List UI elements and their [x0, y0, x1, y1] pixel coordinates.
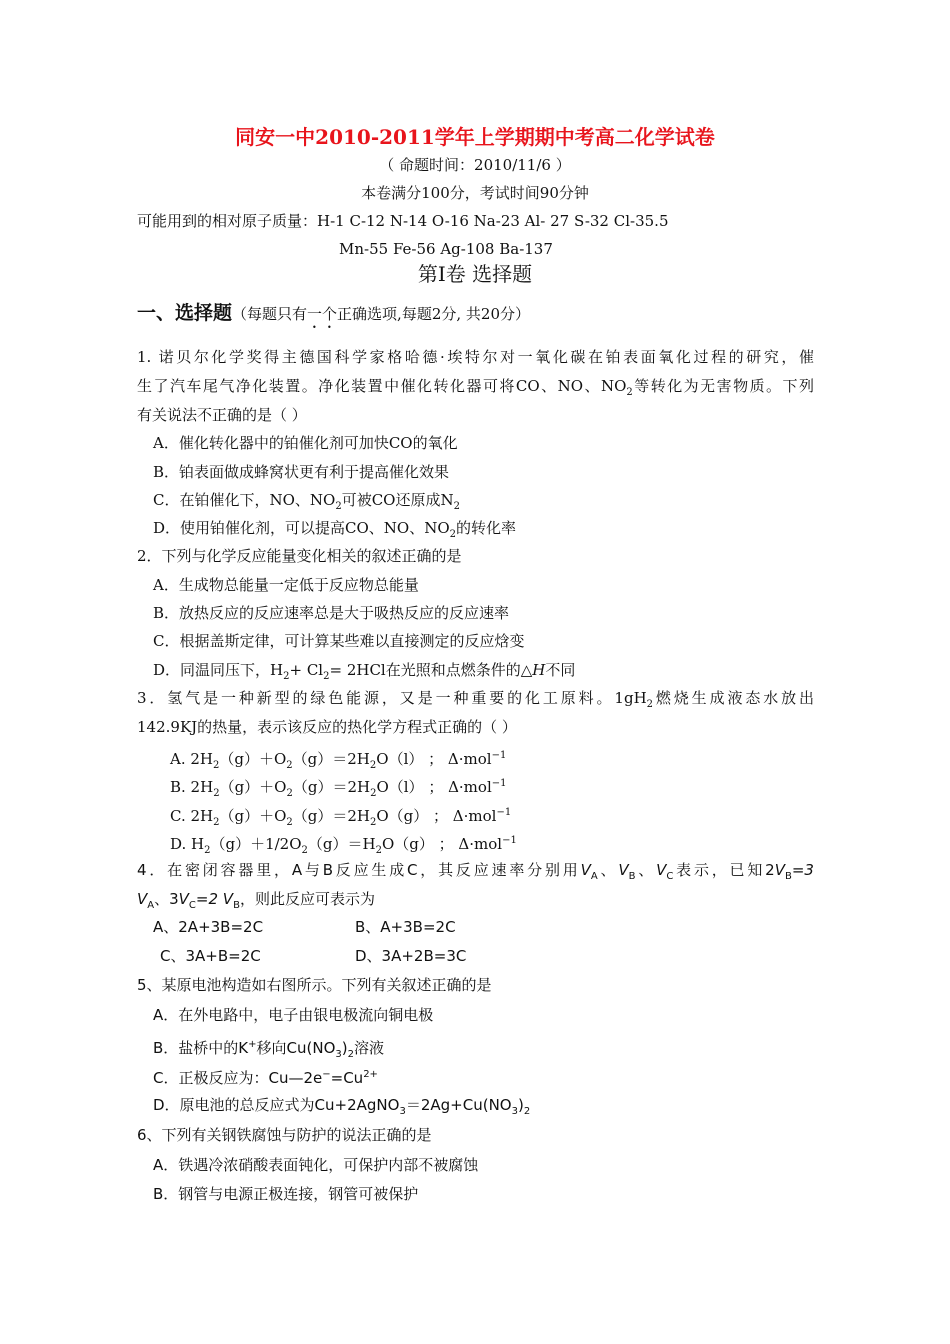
q1-option-d-sub: 2: [449, 529, 457, 540]
q5-b-pre: B．盐桥中的K: [153, 1039, 249, 1057]
q3-b-pre: B. 2H: [170, 778, 214, 796]
q4-vb-sub: B: [628, 871, 636, 882]
q5-b-mid: 移向Cu(NO: [256, 1039, 336, 1057]
q3-d-pre: D. H: [170, 835, 205, 853]
q4-va-v: V: [580, 861, 591, 879]
q1-line-2-pre: 生了汽车尾气净化装置。净化装置中催化转化器可将CO、NO、NO: [137, 377, 627, 395]
q3-a-m3: O（l） ； Δ·mol: [376, 750, 492, 768]
q1-option-c: [153, 490, 460, 517]
q5-c-sup2: 2+: [363, 1069, 378, 1080]
q1-option-d-pre: D．使用铂催化剂，可以提高CO、NO、NO: [153, 519, 450, 537]
q3-c-s3: 2: [370, 817, 377, 828]
q3-a-s3: 2: [369, 760, 377, 771]
q5-d-sub: 3: [399, 1106, 406, 1117]
atomic-mass-line-2: Mn-55 Fe-56 Ag-108 Ba-137: [339, 240, 553, 258]
q4-vb-v: V: [618, 861, 629, 879]
q5-b-sup: +: [248, 1039, 257, 1050]
q5-d-sub2: 3: [511, 1106, 518, 1117]
q5-option-b: [153, 1035, 384, 1065]
q4-sep-1: 、: [597, 861, 619, 879]
q1-option-d: [153, 518, 516, 545]
q1-line-1: 1. 诺贝尔化学奖得主德国科学家格哈德·埃特尔对一氧化碳在铂表面氧化过程的研究，催: [137, 348, 814, 366]
q4-va2-sub: A: [147, 900, 155, 911]
q5-b-post: 溶液: [354, 1039, 385, 1057]
q4-vb3-sub: B: [233, 900, 240, 911]
q3-d-m2: （g）＝H: [307, 835, 376, 853]
q3-c-m1: （g）＋O: [219, 807, 287, 825]
q3-c-m3: O（g） ； Δ·mol: [376, 807, 497, 825]
q3-a-pre: A. 2H: [170, 750, 213, 768]
q4-vc-sub: C: [666, 871, 674, 882]
q3-d-s1: 2: [204, 845, 211, 856]
q3-b-s1: 2: [213, 788, 220, 799]
q1-line-3: 有关说法不正确的是（ ）: [137, 406, 307, 424]
q5-option-c: [153, 1065, 378, 1088]
q1-option-c-mid: 可被CO还原成N: [341, 491, 454, 509]
q3-d-m1: （g）＋1/2O: [210, 835, 302, 853]
volume-title: 第Ⅰ卷 选择题: [417, 262, 533, 286]
section-note-pre: （每题只有: [232, 305, 308, 323]
q3-d-s3: 2: [375, 845, 382, 856]
q5-b-sub: 3: [335, 1049, 342, 1060]
q5-b-mid2: ): [341, 1039, 348, 1057]
section-note-emphasis: 一个: [307, 305, 338, 323]
q1-option-c-sub: 2: [335, 501, 342, 512]
q4-line-1-pre: 4．在密闭容器里，A与B反应生成C，其反应速率分别用: [137, 861, 581, 879]
q6-option-a: A．铁遇冷浓硝酸表面钝化，可保护内部不被腐蚀: [153, 1156, 479, 1174]
q4-vc-v: V: [656, 861, 667, 879]
q4-vc2-v: V: [178, 890, 189, 908]
q5-d-mid: ＝2Ag+Cu(NO: [405, 1096, 512, 1114]
q3-d-m3: O（g） ； Δ·mol: [381, 835, 503, 853]
q1-line-2-post: 等转化为无害物质。下列: [632, 377, 814, 395]
q3-option-c: [170, 803, 511, 833]
q5-c-mid: =Cu: [330, 1069, 364, 1087]
q3-b-m1: （g）＋O: [219, 778, 287, 796]
q3-c-m2: （g）＝2H: [292, 807, 370, 825]
q3-line-1-sub: 2: [646, 699, 654, 710]
q3-c-pre: C. 2H: [170, 807, 214, 825]
q3-d-sup: −1: [502, 835, 517, 846]
q3-a-s2: 2: [286, 760, 293, 771]
q3-d-s2: 2: [301, 845, 308, 856]
q2-option-d-italic: H: [532, 661, 546, 679]
q4-option-a: A、2A+3B=2C: [153, 918, 264, 936]
atomic-mass-line-1: 可能用到的相对原子质量：H-1 C-12 N-14 O-16 Na-23 Al- 27 S-32 Cl-35.5: [137, 212, 669, 230]
q3-line-1: [137, 688, 814, 715]
q3-option-d: [170, 831, 517, 861]
q1-line-2: [137, 376, 814, 403]
section-heading: [137, 303, 530, 332]
q3-b-m3: O（l） ； Δ·mol: [376, 778, 492, 796]
q4-line-2-pre: 、3: [154, 890, 179, 908]
q5-d-pre: D．原电池的总反应式为Cu+2AgNO: [153, 1096, 400, 1114]
q1-option-a: A．催化转化器中的铂催化剂可加快CO的氧化: [153, 434, 458, 452]
q2-option-d-mid: + Cl: [289, 661, 324, 679]
q2-option-d-pre: D．同温同压下，H: [153, 661, 284, 679]
q5-b-sub2: 2: [347, 1049, 355, 1060]
q5-c-pre: C．正极反应为：Cu—2e: [153, 1069, 323, 1087]
q5-d-sub3: 2: [523, 1106, 531, 1117]
q4-line-1: [137, 860, 814, 887]
q5-stem: 5、某原电池构造如右图所示。下列有关叙述正确的是: [137, 976, 492, 994]
q6-option-b: B．钢管与电源正极连接，钢管可被保护: [153, 1185, 419, 1203]
section-heading-label: 一、选择题: [137, 302, 233, 324]
q4-option-c: C、3A+B=2C: [160, 947, 261, 965]
q4-option-b: B、A+3B=2C: [355, 918, 456, 936]
q2-option-d-sub: 2: [283, 671, 290, 682]
q2-option-c: C．根据盖斯定律，可计算某些难以直接测定的反应焓变: [153, 632, 525, 650]
q3-b-m2: （g）＝2H: [292, 778, 371, 796]
exam-title: 同安一中2010-2011学年上学期期中考高二化学试卷: [235, 125, 715, 149]
q5-option-d: [153, 1095, 530, 1122]
q4-va-sub: A: [590, 871, 598, 882]
q5-option-a: A．在外电路中，电子由银电极流向铜电极: [153, 1006, 434, 1024]
q3-a-s1: 2: [213, 760, 220, 771]
score-info: 本卷满分100分，考试时间90分钟: [361, 184, 589, 202]
q3-a-sup: −1: [491, 750, 507, 761]
q2-option-d-post: 不同: [545, 661, 576, 679]
q3-option-b: [170, 774, 507, 804]
q1-option-d-post: 的转化率: [456, 519, 517, 537]
q2-option-b: B．放热反应的反应速率总是大于吸热反应的反应速率: [153, 604, 510, 622]
q1-option-c-pre: C．在铂催化下，NO、NO: [153, 491, 336, 509]
q2-option-d-sub2: 2: [323, 671, 330, 682]
q3-line-1-pre: 3．氢气是一种新型的绿色能源，又是一种重要的化工原料。1gH: [137, 689, 647, 707]
q4-sep-2: 、: [635, 861, 657, 879]
q3-a-m2: （g）＝2H: [292, 750, 370, 768]
q3-b-sup: −1: [491, 778, 507, 789]
q3-b-s2: 2: [286, 788, 293, 799]
q4-line-2: [137, 889, 375, 916]
q1-option-c-sub2: 2: [453, 501, 460, 512]
q1-line-2-sub: 2: [626, 387, 633, 398]
q5-d-mid2: ): [517, 1096, 524, 1114]
q3-c-s1: 2: [213, 817, 220, 828]
q1-option-b: B．铂表面做成蜂窝状更有利于提高催化效果: [153, 463, 450, 481]
q6-stem: 6、下列有关钢铁腐蚀与防护的说法正确的是: [137, 1126, 432, 1144]
q4-vb2-v: V: [774, 861, 785, 879]
section-note-post: 正确选项,每题2分, 共20分）: [337, 305, 530, 323]
q4-line-2-post: ，则此反应可表示为: [239, 890, 375, 908]
q3-line-2: 142.9KJ的热量，表示该反应的热化学方程式正确的（ ）: [137, 718, 517, 736]
q3-option-a: [170, 746, 506, 776]
q4-eq3: =3: [791, 861, 814, 879]
q2-option-a: A．生成物总能量一定低于反应物总能量: [153, 576, 419, 594]
q3-c-s2: 2: [286, 817, 293, 828]
q3-c-sup: −1: [496, 807, 512, 818]
q4-option-d: D、3A+2B=3C: [355, 947, 467, 965]
q4-line-1-mid: 表示，已知2: [673, 861, 775, 879]
q4-eq2: =2: [195, 890, 223, 908]
q4-vc2-sub: C: [188, 900, 196, 911]
q5-c-sup: −: [322, 1069, 331, 1080]
q2-option-d-mid2: = 2HCl在光照和点燃条件的△: [329, 661, 533, 679]
q4-vb2-sub: B: [784, 871, 792, 882]
q2-stem: 2．下列与化学反应能量变化相关的叙述正确的是: [137, 547, 462, 565]
q3-a-m1: （g）＋O: [219, 750, 287, 768]
exam-time: （ 命题时间：2010/11/6 ）: [379, 156, 571, 174]
q2-option-d: [153, 660, 575, 687]
q3-line-1-post: 燃烧生成液态水放出: [653, 689, 814, 707]
q4-va2-v: V: [137, 890, 148, 908]
q3-b-s3: 2: [370, 788, 377, 799]
q4-vb3-v: V: [222, 890, 234, 908]
